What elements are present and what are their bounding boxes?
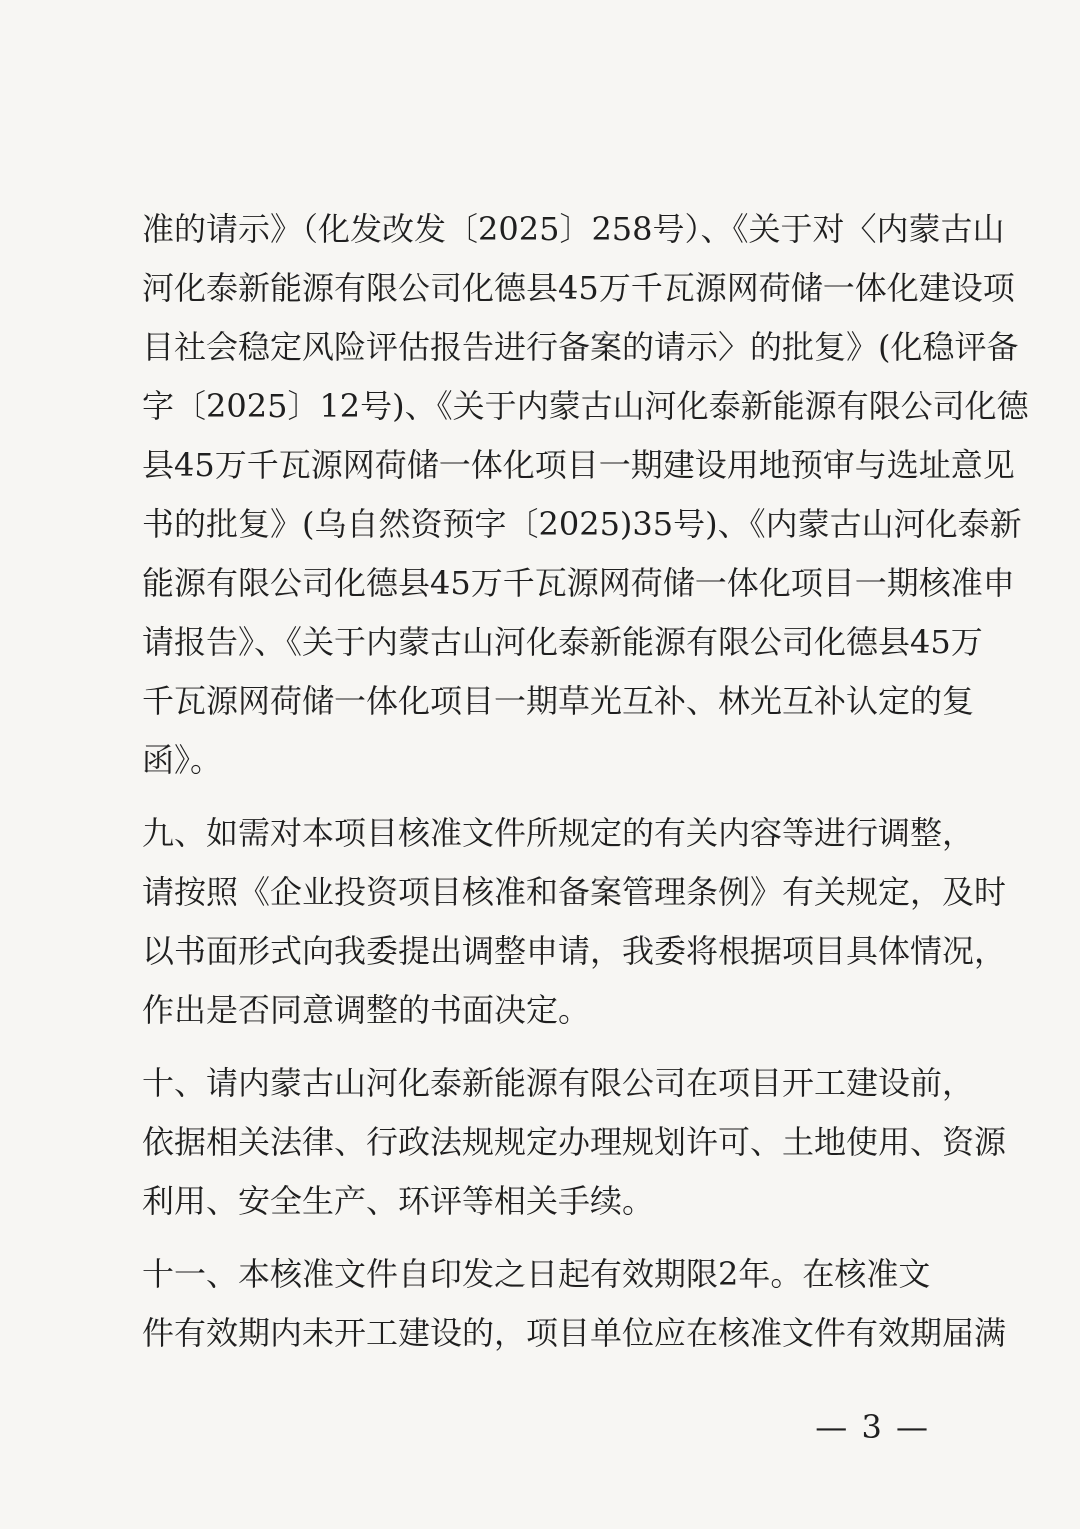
text-line: 作出是否同意调整的书面决定。	[142, 991, 591, 1029]
text-line: 利用、安全生产、环评等相关手续。	[142, 1182, 655, 1220]
text-line: 河化泰新能源有限公司化德县45万千瓦源网荷储一体化建设项	[142, 269, 1015, 307]
text-line: 县45万千瓦源网荷储一体化项目一期建设用地预审与选址意见	[142, 446, 1015, 484]
text-line: 准的请示》（化发改发〔2025〕258号）、《关于对〈内蒙古山	[142, 210, 1005, 248]
text-line: 九、如需对本项目核准文件所规定的有关内容等进行调整，	[142, 814, 975, 852]
text-line: 十、请内蒙古山河化泰新能源有限公司在项目开工建设前，	[142, 1064, 975, 1102]
text-line: 书的批复》(乌自然资预字〔2025)35号)、《内蒙古山河化泰新	[142, 505, 1022, 543]
text-line: 请按照《企业投资项目核准和备案管理条例》有关规定，及时	[142, 873, 1007, 911]
paragraph-gap	[142, 1231, 932, 1245]
document-body	[142, 200, 1029, 1363]
text-line: 函》。	[142, 741, 223, 779]
text-line: 能源有限公司化德县45万千瓦源网荷储一体化项目一期核准申	[142, 564, 1015, 602]
text-line: 以书面形式向我委提出调整申请，我委将根据项目具体情况，	[142, 932, 1007, 970]
text-line: 依据相关法律、行政法规规定办理规划许可、土地使用、资源	[142, 1123, 1007, 1161]
paragraph-gap	[142, 1040, 932, 1054]
text-line: 字〔2025〕12号)、《关于内蒙古山河化泰新能源有限公司化德	[142, 387, 1029, 425]
text-line: 千瓦源网荷储一体化项目一期草光互补、林光互补认定的复	[142, 682, 975, 720]
text-line: 十一、本核准文件自印发之日起有效期限2年。在核准文	[142, 1255, 931, 1293]
text-line: 请报告》、《关于内蒙古山河化泰新能源有限公司化德县45万	[142, 623, 983, 661]
page-number: — 3 —	[815, 1408, 930, 1446]
text-line: 件有效期内未开工建设的，项目单位应在核准文件有效期届满	[142, 1314, 1007, 1352]
paragraph-gap	[142, 790, 932, 804]
text-line: 目社会稳定风险评估报告进行备案的请示〉的批复》(化稳评备	[142, 328, 1019, 366]
